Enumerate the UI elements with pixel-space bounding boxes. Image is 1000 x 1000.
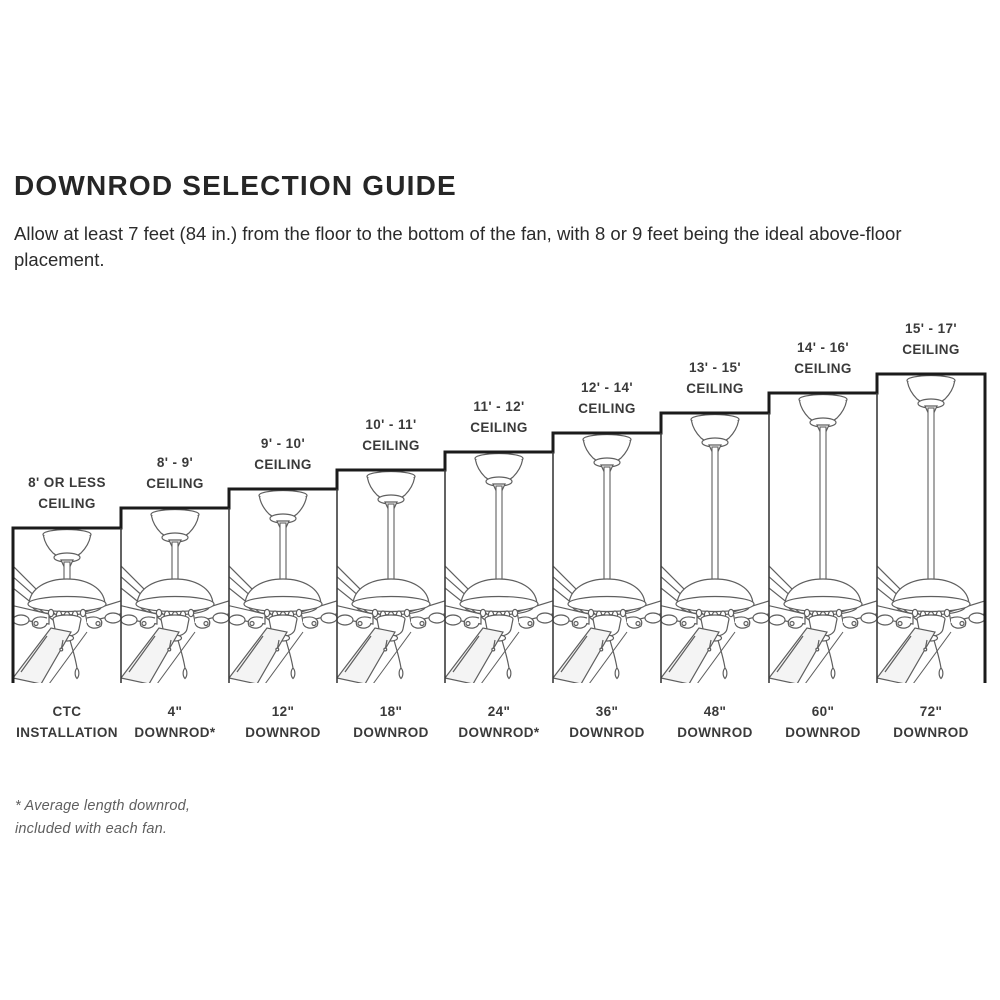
downrod-word-text: DOWNROD <box>677 725 753 740</box>
downrod-size-label <box>865 701 997 743</box>
fan-diagram-cell <box>553 433 661 683</box>
downrod-size-text: 72" <box>919 704 943 719</box>
footnote-line1: * Average length downrod, <box>15 798 191 814</box>
canopy-mount-icon <box>367 472 415 509</box>
fan-diagram-cell <box>877 374 985 683</box>
ceiling-fan-illustration <box>553 433 661 683</box>
ceiling-range-text: 11' - 12' <box>473 399 525 414</box>
downrod-size-text: 12" <box>271 704 295 719</box>
downrod-size-text: 60" <box>811 704 835 719</box>
ceiling-range-text: 12' - 14' <box>580 380 634 395</box>
ceiling-fan-illustration <box>877 374 985 683</box>
ceiling-fan-illustration <box>229 489 337 683</box>
fan-diagram-cell <box>121 508 229 683</box>
ceiling-word-text: CEILING <box>254 457 312 472</box>
ceiling-range-text: 9' - 10' <box>260 436 306 451</box>
ceiling-fan-illustration <box>661 413 769 683</box>
downrod-icon <box>172 542 178 583</box>
ceiling-range-text: 14' - 16' <box>796 340 850 355</box>
canopy-mount-icon <box>799 395 847 432</box>
downrod-icon <box>496 486 502 583</box>
ceiling-fan-illustration <box>445 452 553 683</box>
downrod-word-text: DOWNROD* <box>134 725 216 740</box>
fan-diagram-cell <box>13 528 121 683</box>
downrod-icon <box>388 504 394 583</box>
ceiling-fan-illustration <box>337 470 445 683</box>
canopy-mount-icon <box>907 376 955 413</box>
downrod-icon <box>280 523 286 583</box>
downrod-icon <box>928 408 934 583</box>
ceiling-range-text: 10' - 11' <box>365 417 417 432</box>
page-subtitle: Allow at least 7 feet (84 in.) from the floor to the bottom of the fan, with 8 or 9 feet being the ideal above-floor placement. <box>14 223 902 270</box>
ceiling-height-label <box>865 318 997 360</box>
canopy-mount-icon <box>259 491 307 528</box>
downrod-icon <box>820 427 826 583</box>
ceiling-word-text: CEILING <box>362 438 420 453</box>
footnote <box>15 795 190 841</box>
ceiling-range-text: 8' - 9' <box>156 455 194 470</box>
ceiling-range-text: 8' OR LESS <box>28 475 106 490</box>
ceiling-fan-illustration <box>13 528 121 683</box>
fan-diagram-cell <box>661 413 769 683</box>
page-title: DOWNROD SELECTION GUIDE <box>14 170 457 201</box>
ceiling-word-text: CEILING <box>146 476 204 491</box>
ceiling-word-text: CEILING <box>578 401 636 416</box>
downrod-size-text: 4" <box>167 704 183 719</box>
downrod-size-text: 36" <box>595 704 619 719</box>
ceiling-range-text: 15' - 17' <box>904 321 958 336</box>
downrod-word-text: DOWNROD <box>785 725 861 740</box>
ceiling-range-text: 13' - 15' <box>688 360 742 375</box>
downrod-icon <box>712 447 718 583</box>
canopy-mount-icon <box>583 435 631 472</box>
downrod-word-text: DOWNROD <box>353 725 429 740</box>
ceiling-word-text: CEILING <box>794 361 852 376</box>
downrod-icon <box>604 467 610 583</box>
canopy-mount-icon <box>151 510 199 547</box>
ceiling-word-text: CEILING <box>38 496 96 511</box>
fan-diagram-cell <box>769 393 877 683</box>
downrod-size-text: CTC <box>52 704 82 719</box>
ceiling-fan-illustration <box>769 393 877 683</box>
downrod-word-text: DOWNROD* <box>458 725 540 740</box>
downrod-size-text: 24" <box>487 704 511 719</box>
downrod-word-text: INSTALLATION <box>16 725 118 740</box>
canopy-mount-icon <box>43 530 91 567</box>
ceiling-word-text: CEILING <box>902 342 960 357</box>
downrod-word-text: DOWNROD <box>569 725 645 740</box>
fan-diagram-cell <box>445 452 553 683</box>
ceiling-fan-illustration <box>121 508 229 683</box>
fan-diagram-cell <box>337 470 445 683</box>
canopy-mount-icon <box>691 415 739 452</box>
downrod-size-text: 48" <box>703 704 727 719</box>
canopy-mount-icon <box>475 454 523 491</box>
ceiling-word-text: CEILING <box>686 381 744 396</box>
downrod-word-text: DOWNROD <box>245 725 321 740</box>
footnote-line2: included with each fan. <box>15 821 168 837</box>
downrod-word-text: DOWNROD <box>893 725 969 740</box>
downrod-size-text: 18" <box>379 704 403 719</box>
ceiling-word-text: CEILING <box>470 420 528 435</box>
fan-diagram-cell <box>229 489 337 683</box>
